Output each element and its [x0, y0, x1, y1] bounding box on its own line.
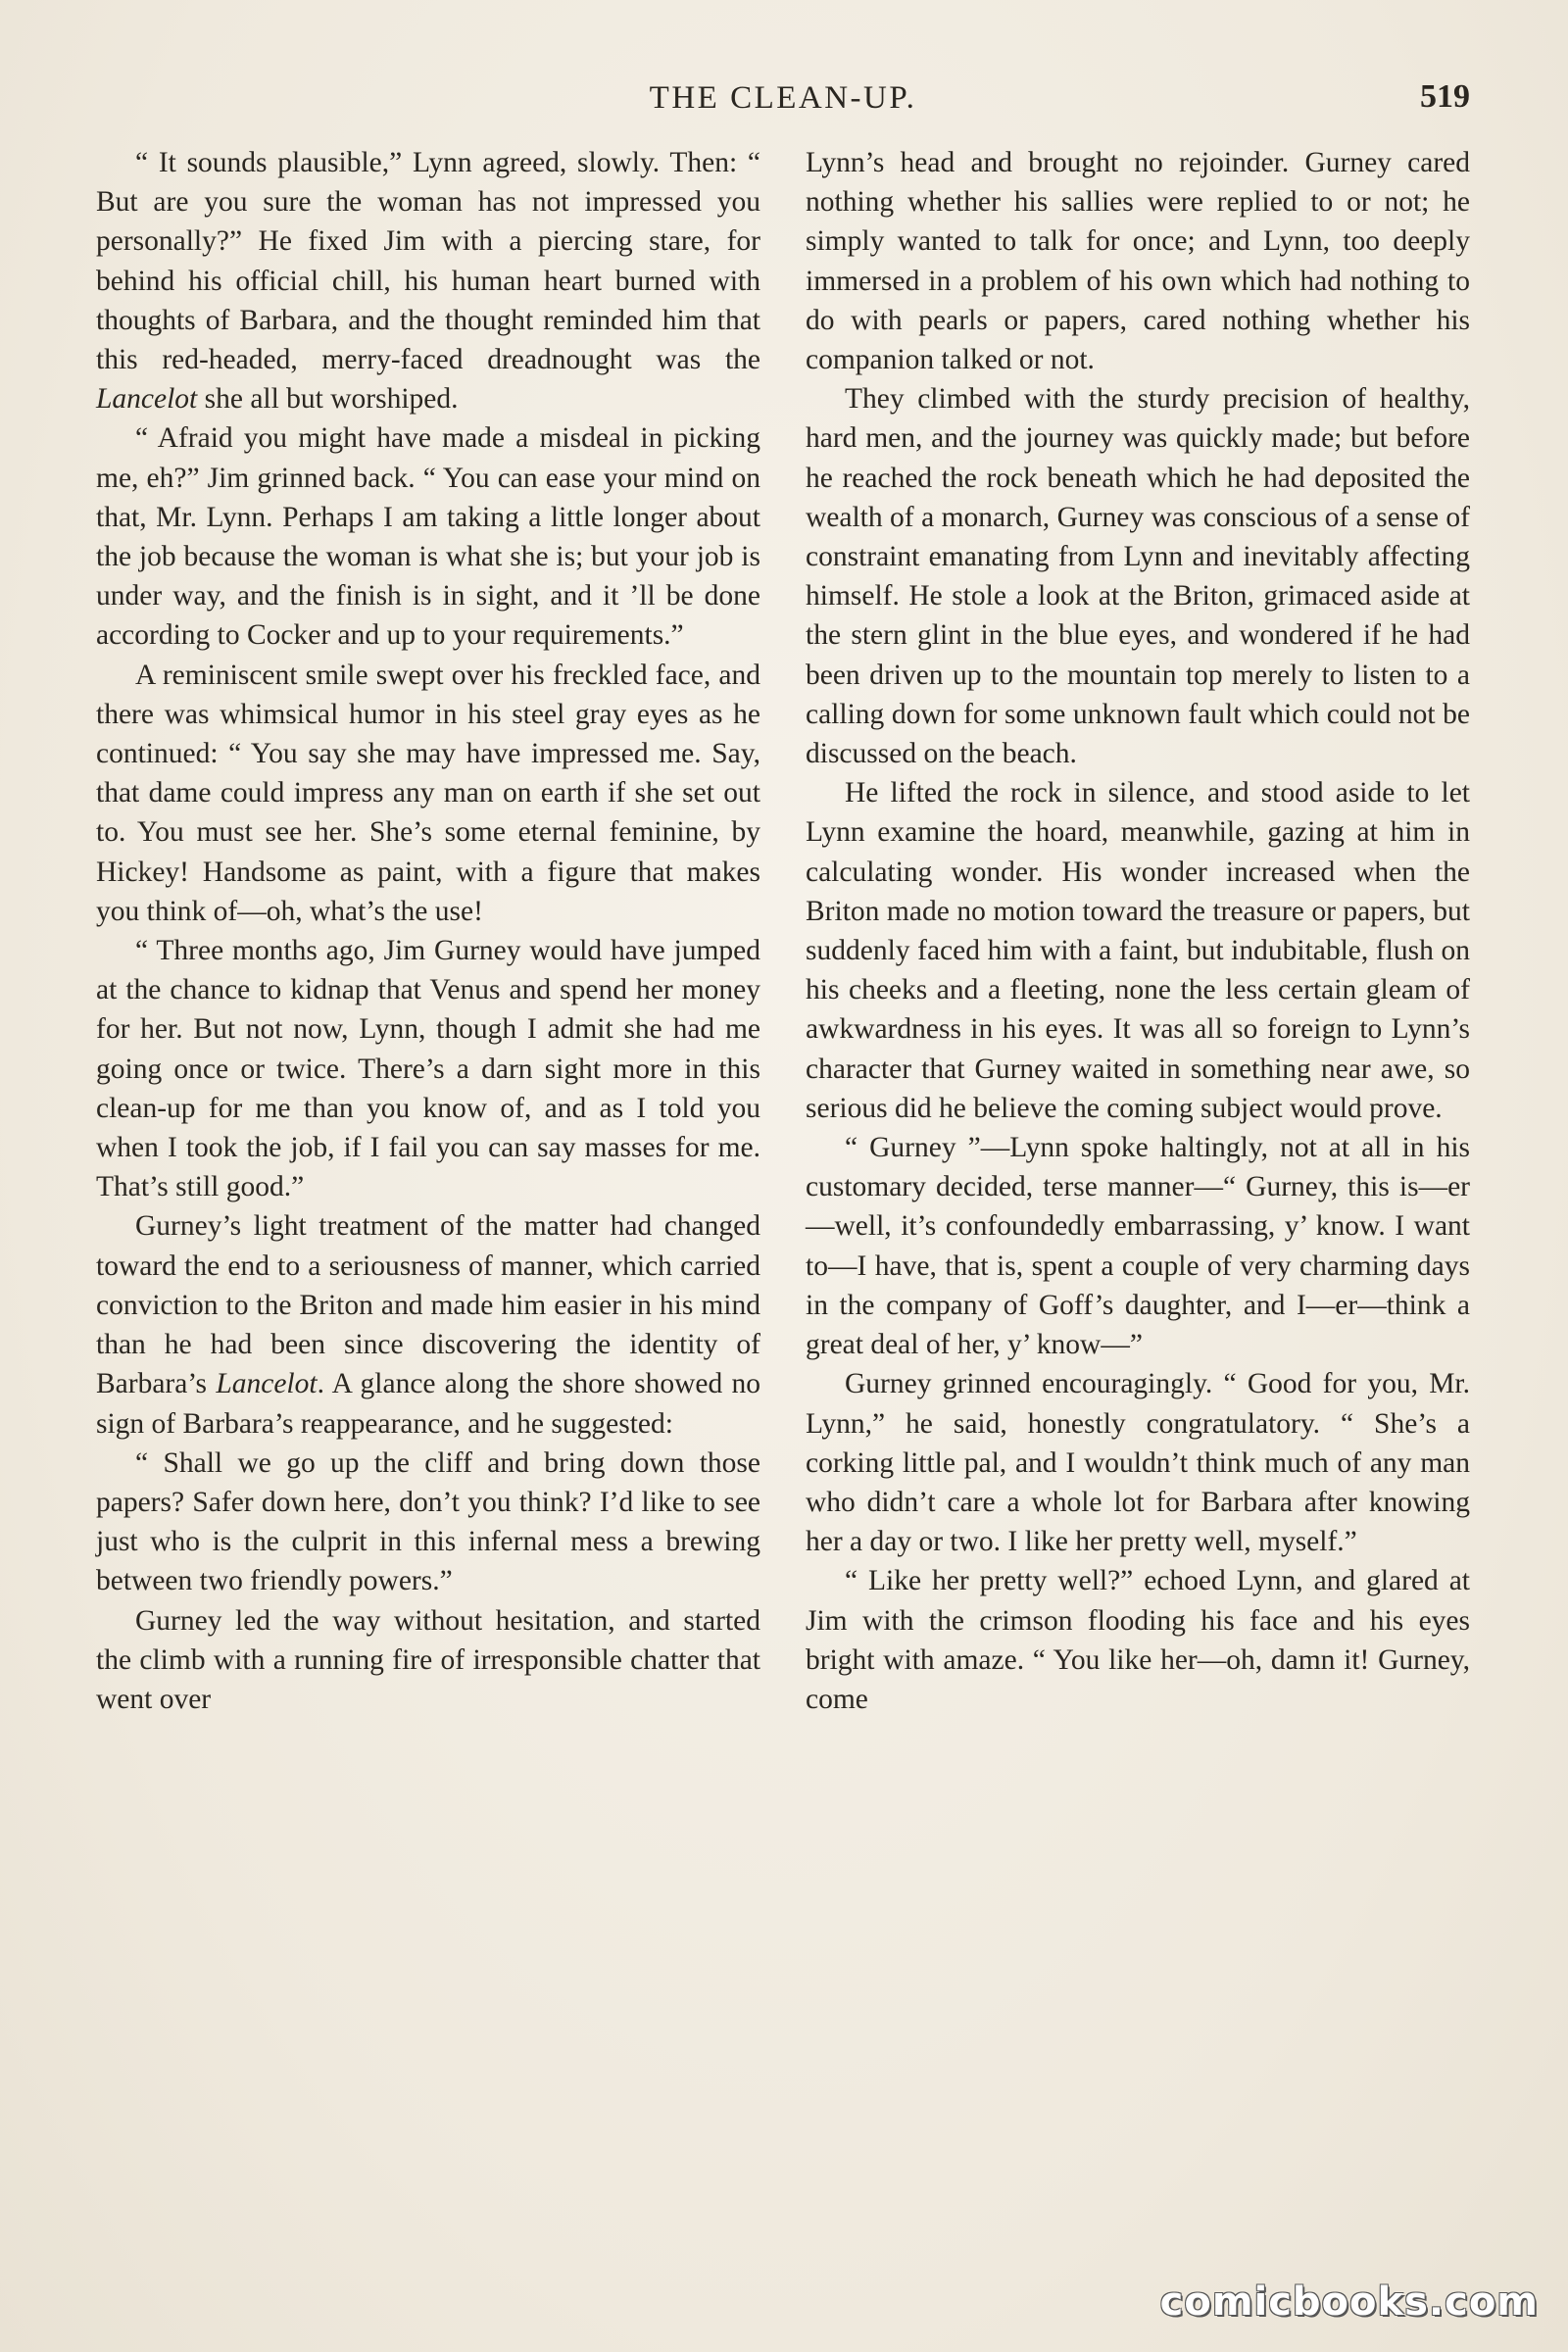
page-number: 519 — [1420, 78, 1470, 115]
watermark: comicbooks.com — [1159, 2279, 1539, 2325]
left-column — [96, 143, 760, 2260]
paragraph: They climbed with the sturdy precision of healthy, hard men, and the journey was quickly made; but before he reached the rock beneath which he had deposited the wealth of a monarch, Gurney was conscious of a sense of constraint emanating from Lynn and inevitably affecting himself. He stole a look at the Briton, grimaced aside at the stern glint in the blue eyes, and wondered if he had been driven up to the mountain top merely to listen to a calling down for some unknown fault which could not be discussed on the beach. — [806, 383, 1470, 770]
paragraph: Gurney’s light treatment of the matter had changed toward the end to a seriousness of manner, which carried conviction to the Briton and made him easier in his mind than he had been since discovering the identity of Barbara’s Lancelot. A glance along the shore showed no sign of Barbara’s reappearance, and he suggested: — [96, 1210, 760, 1440]
paragraph: He lifted the rock in silence, and stood aside to let Lynn examine the hoard, meanwhile, gazing at him in calculating wonder. His wonder increased when the Briton made no motion toward the treasure or papers, but suddenly faced him with a faint, but indubitable, flush on his cheeks and a fleeting, none the less certain gleam of awkwardness in his eyes. It was all so foreign to Lynn’s character that Gurney waited in something near awe, so serious did he believe the coming subject would prove. — [806, 777, 1470, 1124]
text-columns — [96, 143, 1470, 2260]
paragraph: Gurney led the way without hesitation, and started the climb with a running fire of irresponsible chatter that went over — [96, 1604, 760, 1715]
paragraph: Lynn’s head and brought no rejoinder. Gurney cared nothing whether his sallies were replied to or not; he simply wanted to talk for once; and Lynn, too deeply immersed in a problem of his own which had nothing to do with pearls or papers, cared nothing whether his companion talked or not. — [806, 147, 1470, 376]
running-head: THE CLEAN-UP. — [649, 80, 917, 116]
page-header — [96, 76, 1470, 125]
right-column — [806, 143, 1470, 2260]
paragraph: “ It sounds plausible,” Lynn agreed, slowly. Then: “ But are you sure the woman has not impressed you personally?” He fixed Jim with a piercing stare, for behind his official chill, his human heart burned with thoughts of Barbara, and the thought reminded him that this red-headed, merry-faced dreadnought was the Lancelot she all but worshiped. — [96, 147, 760, 416]
paragraph: Gurney grinned encouragingly. “ Good for you, Mr. Lynn,” he said, honestly congratulatory. “ She’s a corking little pal, and I wouldn’t think much of any man who didn’t care a whole lot for Barbara after knowing her a day or two. I like her pretty well, myself.” — [806, 1368, 1470, 1558]
paragraph: A reminiscent smile swept over his freckled face, and there was whimsical humor in his steel gray eyes as he continued: “ You say she may have impressed me. Say, that dame could impress any man on earth if she set out to. You must see her. She’s some eternal feminine, by Hickey! Handsome as paint, with a figure that makes you think of—oh, what’s the use! — [96, 659, 760, 927]
paragraph: “ Gurney ”—Lynn spoke haltingly, not at all in his customary decided, terse manner—“ Gurney, this is—er—well, it’s confoundedly embarrassing, y’ know. I want to—I have, that is, spent a couple of very charming days in the company of Goff’s daughter, and I—er—think a great deal of her, y’ know—” — [806, 1132, 1470, 1361]
paragraph: “ Shall we go up the cliff and bring down those papers? Safer down here, don’t you think? I’d like to see just who is the culprit in this infernal mess a brewing between two friendly powers.” — [96, 1446, 760, 1597]
paragraph: “ Afraid you might have made a misdeal in picking me, eh?” Jim grinned back. “ You can ease your mind on that, Mr. Lynn. Perhaps I am taking a little longer about the job because the woman is what she is; but your job is under way, and the finish is in sight, and it ’ll be done according to Cocker and up to your requirements.” — [96, 422, 760, 652]
paragraph: “ Like her pretty well?” echoed Lynn, and glared at Jim with the crimson flooding his face and his eyes bright with amaze. “ You like her—oh, damn it! Gurney, come — [806, 1565, 1470, 1715]
paragraph: “ Three months ago, Jim Gurney would have jumped at the chance to kidnap that Venus and spend her money for her. But not now, Lynn, though I admit she had me going once or twice. There’s a darn sight more in this clean-up for me than you know of, and as I told you when I took the job, if I fail you can say masses for me. That’s still good.” — [96, 935, 760, 1203]
